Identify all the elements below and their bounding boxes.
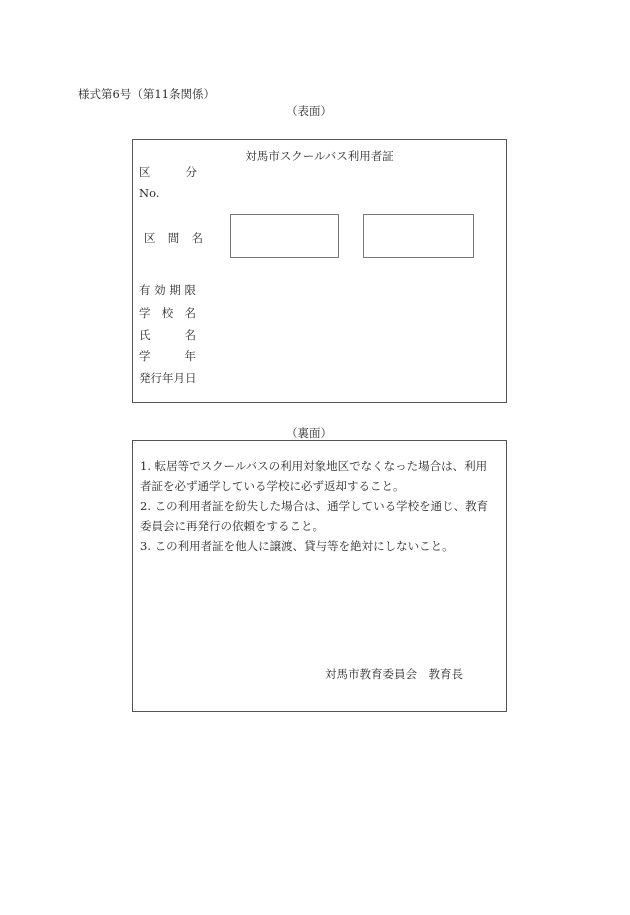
section-name-field-label: 区 間 名 [144,231,203,245]
school-name-field-label: 学 校 名 [139,306,196,320]
rule-line: 2. この利用者証を紛失した場合は、通学している学校を通じ、教育 [140,499,489,513]
issue-date-field-label: 発行年月日 [139,371,197,385]
grade-field-label: 学 年 [139,349,196,363]
front-card [132,139,507,403]
rule-line: 3. この利用者証を他人に譲渡、貸与等を絶対にしないこと。 [140,539,454,553]
section-end-box [363,214,474,258]
rule-line: 委員会に再発行の依頼をすること。 [140,519,324,533]
number-field-label: No. [139,186,160,200]
back-side-label: （裏面） [286,426,332,440]
validity-field-label: 有 効 期 限 [139,283,196,297]
section-start-box [230,214,339,258]
card-title: 対馬市スクールバス利用者証 [245,149,394,163]
front-side-label: （表面） [286,104,332,118]
form-number-label: 様式第6号（第11条関係） [78,87,215,101]
rule-line: 者証を必ず通学している学校に必ず返却すること。 [140,479,405,493]
name-field-label: 氏 名 [139,328,196,342]
category-field-label: 区 分 [139,165,197,179]
rule-line: 1. 転居等でスクールバスの利用対象地区でなくなった場合は、利用 [140,459,488,473]
issuer-signature: 対馬市教育委員会 教育長 [325,667,463,681]
back-card [132,440,507,712]
